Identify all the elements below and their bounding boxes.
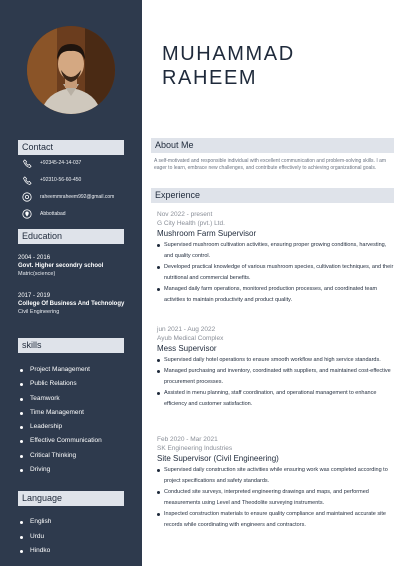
location-pin-icon [22,209,32,219]
language-heading: Language [18,491,124,506]
job-entry [157,325,394,410]
job-entry [157,210,394,306]
language-item: Urdu [20,533,51,548]
job-bullet: Supervised daily construction site activities while ensuring work was completed according to project specifications and safety standards. [157,465,394,487]
phone-icon [22,158,32,168]
languages-list [20,518,51,562]
job-bullet: Supervised daily hotel operations to ensure smooth workflow and high service standards. [157,355,394,366]
about-text: A self-motivated and responsible individual with excellent communication and problem-solving skills. I am eager to learn, embrace new challenges, and contribute effectively to achieving organizational goals. [154,158,387,171]
candidate-name [162,42,295,90]
education-degree: College Of Business And Technology [18,301,125,307]
job-company: SK Engineering Industries [157,445,233,452]
job-entry [157,435,394,531]
phone-number-1: +92345-24-14-037 [40,160,82,166]
education-years: 2017 - 2019 [18,293,51,299]
skill-item: Public Relations [20,380,102,394]
phone-number-2: +92310-56-60-450 [40,177,82,183]
contact-heading: Contact [18,140,124,155]
language-item: English [20,518,51,533]
name-line-2: RAHEEM [162,67,258,89]
email-address[interactable]: raheemmraheem992@gmail.com [40,194,115,200]
job-company: G City Health (pvt.) Ltd. [157,220,225,227]
job-bullet: Inspected construction materials to ensure quality compliance and maintained accurate site records while coordinating with engineers and contractors. [157,509,394,531]
skill-item: Critical Thinking [20,452,102,466]
job-role: Mess Supervisor [157,344,217,353]
sidebar [0,0,142,566]
experience-heading: Experience [151,188,394,203]
skills-heading: skills [18,338,124,353]
education-subject: Matric(science) [18,271,56,277]
job-date: Nov 2022 - present [157,211,213,218]
email-icon [22,192,32,202]
language-item: Hindko [20,547,51,562]
profile-photo [27,26,115,114]
skill-item: Time Management [20,409,102,423]
job-bullet: Supervised mushroom cultivation activities, ensuring proper growing conditions, harvesting, and quality control. [157,240,394,262]
education-subject: Civil Engineering [18,309,60,315]
job-date: Feb 2020 - Mar 2021 [157,436,218,443]
job-bullet: Developed practical knowledge of various mushroom species, cultivation techniques, and their nutritional and commercial benefits. [157,262,394,284]
phone-icon [22,175,32,185]
job-date: jun 2021 - Aug 2022 [157,326,216,333]
job-role: Mushroom Farm Supervisor [157,229,257,238]
skill-item: Leadership [20,423,102,437]
job-bullet: Conducted site surveys, interpreted engineering drawings and maps, and performed measurements using Level and Theodolite surveying instruments. [157,487,394,509]
job-company: Ayub Medical Complex [157,335,224,342]
email-row [22,192,114,202]
job-bullets [157,355,394,410]
job-bullets [157,240,394,306]
skill-item: Driving [20,466,102,480]
job-bullet: Managed daily farm operations, monitored production processes, and coordinated team activities to maintain productivity and product quality. [157,284,394,306]
skill-item: Effective Communication [20,437,102,451]
education-entry [18,292,140,316]
name-line-1: MUHAMMAD [162,43,295,65]
phone-row-2 [22,175,81,185]
education-heading: Education [18,229,124,244]
skills-list [20,366,102,480]
skill-item: Project Management [20,366,102,380]
job-bullet: Managed purchasing and inventory, coordinated with suppliers, and maintained cost-effective procurement processes. [157,366,394,388]
job-bullet: Assisted in menu planning, staff coordination, and operational management to enhance efficiency and customer satisfaction. [157,388,394,410]
location-row [22,209,66,219]
education-degree: Govt. Higher secondry school [18,263,104,269]
skill-item: Teamwork [20,395,102,409]
education-entry [18,254,140,278]
education-years: 2004 - 2016 [18,255,51,261]
profile-photo-image [27,26,115,114]
main-content [142,0,400,566]
about-heading: About Me [151,138,394,153]
location-text: Abbottabad [40,211,66,217]
job-bullets [157,465,394,531]
job-role: Site Supervisor (Civil Engineering) [157,454,279,463]
phone-row-1 [22,158,81,168]
